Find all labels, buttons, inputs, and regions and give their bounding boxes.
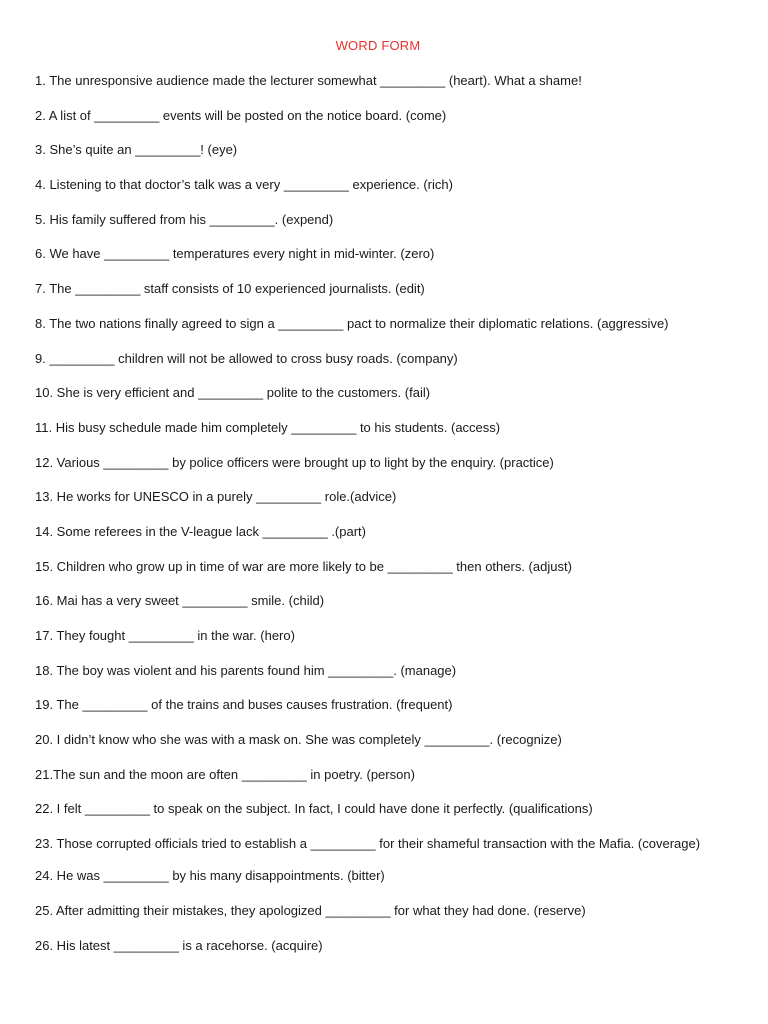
question-item: 15. Children who grow up in time of war are more likely to be _________ then others. (adjust) xyxy=(35,558,572,574)
question-item: 24. He was _________ by his many disappointments. (bitter) xyxy=(35,868,385,884)
question-item: 3. She’s quite an _________! (eye) xyxy=(35,142,238,158)
question-item: 8. The two nations finally agreed to sign a _________ pact to normalize their diplomatic relations. (aggressive) xyxy=(35,315,669,331)
question-item: 16. Mai has a very sweet _________ smile. (child) xyxy=(35,593,325,609)
question-item: 14. Some referees in the V-league lack _________ .(part) xyxy=(35,523,366,539)
question-item: 2. A list of _________ events will be posted on the notice board. (come) xyxy=(35,107,447,123)
question-item: 7. The _________ staff consists of 10 experienced journalists. (edit) xyxy=(35,281,425,297)
question-item: 6. We have _________ temperatures every night in mid-winter. (zero) xyxy=(35,246,435,262)
question-item: 12. Various _________ by police officers were brought up to light by the enquiry. (practice) xyxy=(35,454,554,470)
question-item: 22. I felt _________ to speak on the subject. In fact, I could have done it perfectly. (qualifications) xyxy=(35,801,593,817)
question-item: 23. Those corrupted officials tried to establish a _________ for their shameful transaction with the Mafia. (coverage) xyxy=(35,836,701,852)
question-item: 1. The unresponsive audience made the lecturer somewhat _________ (heart). What a shame! xyxy=(35,73,582,88)
question-item: 17. They fought _________ in the war. (hero) xyxy=(35,628,295,643)
question-item: 5. His family suffered from his _________. (expend) xyxy=(35,211,334,227)
question-item: 9. _________ children will not be allowed to cross busy roads. (company) xyxy=(35,350,458,366)
question-item: 19. The _________ of the trains and buses causes frustration. (frequent) xyxy=(35,697,453,713)
page-title: WORD FORM xyxy=(335,38,421,53)
question-item: 4. Listening to that doctor’s talk was a very _________ experience. (rich) xyxy=(35,177,453,193)
question-item: 13. He works for UNESCO in a purely _________ role.(advice) xyxy=(35,489,397,505)
question-item: 25. After admitting their mistakes, they apologized _________ for what they had done. (reserve) xyxy=(35,902,586,918)
question-item: 21.The sun and the moon are often _________ in poetry. (person) xyxy=(35,766,415,782)
question-item: 11. His busy schedule made him completely _________ to his students. (access) xyxy=(35,419,501,435)
question-item: 10. She is very efficient and _________ polite to the customers. (fail) xyxy=(35,385,431,401)
question-item: 18. The boy was violent and his parents found him _________. (manage) xyxy=(35,662,457,678)
question-list xyxy=(35,72,735,971)
question-item: 26. His latest _________ is a racehorse. (acquire) xyxy=(35,937,323,953)
question-item: 20. I didn’t know who she was with a mask on. She was completely _________. (recognize) xyxy=(35,732,562,748)
